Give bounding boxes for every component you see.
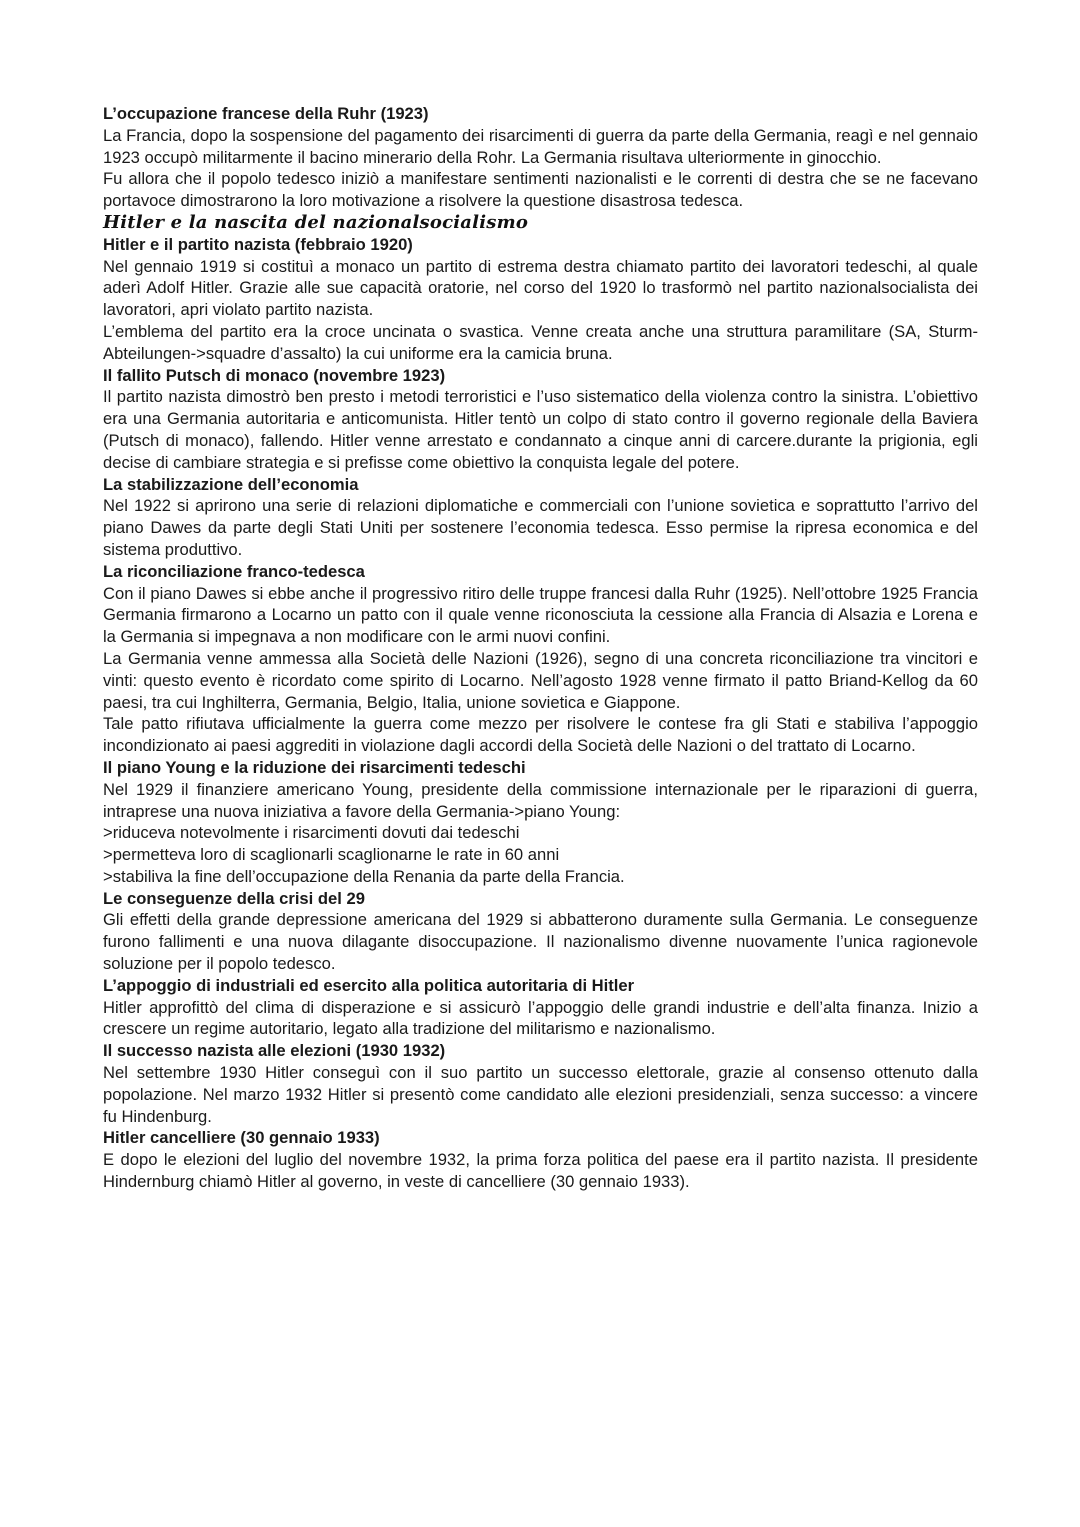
chapter-heading: Hitler e la nascita del nazionalsocialismo xyxy=(103,211,529,233)
paragraph: E dopo le elezioni del luglio del novembre 1932, la prima forza politica del paese era il partito nazista. Il presidente Hindernburg chiamò Hitler al governo, in veste di cancelliere (30 gennaio 1933). xyxy=(103,1150,978,1192)
heading-riconciliazione: La riconciliazione franco-tedesca xyxy=(103,561,365,581)
paragraph: Hitler approfittò del clima di disperazione e si assicurò l’appoggio delle grandi industrie e dell’alta finanza. Inizio a crescere un regime autoritario, legato alla tradizione del militarismo e nazionalismo. xyxy=(103,997,978,1039)
heading-elezioni: Il successo nazista alle elezioni (1930 1932) xyxy=(103,1041,446,1061)
heading-young: Il piano Young e la riduzione dei risarcimenti tedeschi xyxy=(103,757,526,777)
paragraph: Fu allora che il popolo tedesco iniziò a manifestare sentimenti nazionalisti e le correnti di destra che se ne facevano portavoce dimostrarono la loro motivazione a risolvere la questione disastrosa tedesca. xyxy=(103,169,978,211)
heading-appoggio: L’appoggio di industriali ed esercito alla politica autoritaria di Hitler xyxy=(103,975,635,995)
paragraph: Con il piano Dawes si ebbe anche il progressivo ritiro delle truppe francesi dalla Ruhr (1925). Nell’ottobre 1925 Francia Germania firmarono a Locarno un patto con il quale venne riconosciuta la cessione alla Francia di Alsazia e Lorena e la Germania si impegnava a non modificare con le armi nuovi confini. xyxy=(103,583,978,647)
paragraph: Nel settembre 1930 Hitler conseguì con il suo partito un successo elettorale, grazie al consenso ottenuto dalla popolazione. Nel marzo 1932 Hitler si presentò come candidato alle elezioni presidenziali, senza successo: a vincere fu Hindenburg. xyxy=(103,1063,978,1126)
list-item: >permetteva loro di scaglionarli scaglionarne le rate in 60 anni xyxy=(103,845,560,865)
list-item: >riduceva notevolmente i risarcimenti dovuti dai tedeschi xyxy=(103,823,520,843)
paragraph: L’emblema del partito era la croce uncinata o svastica. Venne creata anche una struttura paramilitare (SA, Sturm-Abteilungen->squadre d’assalto) la cui uniforme era la camicia bruna. xyxy=(103,321,978,363)
paragraph: Il partito nazista dimostrò ben presto i metodi terroristici e l’uso sistematico della violenza contro la sinistra. L’obiettivo era una Germania autoritaria e anticomunista. Hitler tentò un colpo di stato contro il governo regionale della Baviera (Putsch di monaco), fallendo. Hitler venne arrestato e condannato a cinque anni di carcere.durante la prigionia, egli decise di cambiare strategia e si prefisse come obiettivo la conquista legale del potere. xyxy=(103,387,978,472)
paragraph: Nel 1922 si aprirono una serie di relazioni diplomatiche e commerciali con l’unione sovietica e soprattutto l’arrivo del piano Dawes da parte degli Stati Uniti per sostenere l’economia tedesca. Esso permise la ripresa economica e del sistema produttivo. xyxy=(103,496,978,559)
heading-partito: Hitler e il partito nazista (febbraio 1920) xyxy=(103,234,413,254)
heading-cancelliere: Hitler cancelliere (30 gennaio 1933) xyxy=(103,1128,380,1148)
paragraph: Tale patto rifiutava ufficialmente la guerra come mezzo per risolvere le contese fra gli Stati e stabiliva l’appoggio incondizionato ai paesi aggrediti in violazione dagli accordi della Società delle Nazioni o del trattato di Locarno. xyxy=(103,714,978,756)
heading-crisi: Le conseguenze della crisi del 29 xyxy=(103,888,365,908)
paragraph: La Francia, dopo la sospensione del pagamento dei risarcimenti di guerra da parte della Germania, reagì e nel gennaio 1923 occupò militarmente il bacino minerario della Rohr. La Germania risultava ulteriormente in ginocchio. xyxy=(103,125,978,167)
list-item: >stabiliva la fine dell’occupazione della Renania da parte della Francia. xyxy=(103,866,625,886)
paragraph: Nel gennaio 1919 si costituì a monaco un partito di estrema destra chiamato partito dei lavoratori tedeschi, al quale aderì Adolf Hitler. Grazie alle sue capacità oratorie, nel corso del 1920 lo trasformò nel partito nazionalsocialista dei lavoratori, apri violato partito nazista. xyxy=(103,256,978,320)
heading-ruhr: L’occupazione francese della Ruhr (1923) xyxy=(103,104,429,123)
paragraph: Nel 1929 il finanziere americano Young, presidente della commissione internazionale per le riparazioni di guerra, intraprese una nuova iniziativa a favore della Germania->piano Young: xyxy=(103,779,978,821)
heading-putsch: Il fallito Putsch di monaco (novembre 1923) xyxy=(103,365,446,385)
document-page xyxy=(103,103,978,1193)
heading-economia: La stabilizzazione dell’economia xyxy=(103,474,359,494)
paragraph: Gli effetti della grande depressione americana del 1929 si abbatterono duramente sulla Germania. Le conseguenze furono fallimenti e una nuova dilagante disoccupazione. Il nazionalismo divenne nuovamente l’unica ragionevole soluzione per il popolo tedesco. xyxy=(103,910,978,974)
paragraph: La Germania venne ammessa alla Società delle Nazioni (1926), segno di una concreta riconciliazione tra vincitori e vinti: questo evento è ricordato come spirito di Locarno. Nell’agosto 1928 venne firmato il patto Briand-Kellog da 60 paesi, tra cui Inghilterra, Germania, Belgio, Italia, unione sovietica e Giappone. xyxy=(103,648,978,712)
